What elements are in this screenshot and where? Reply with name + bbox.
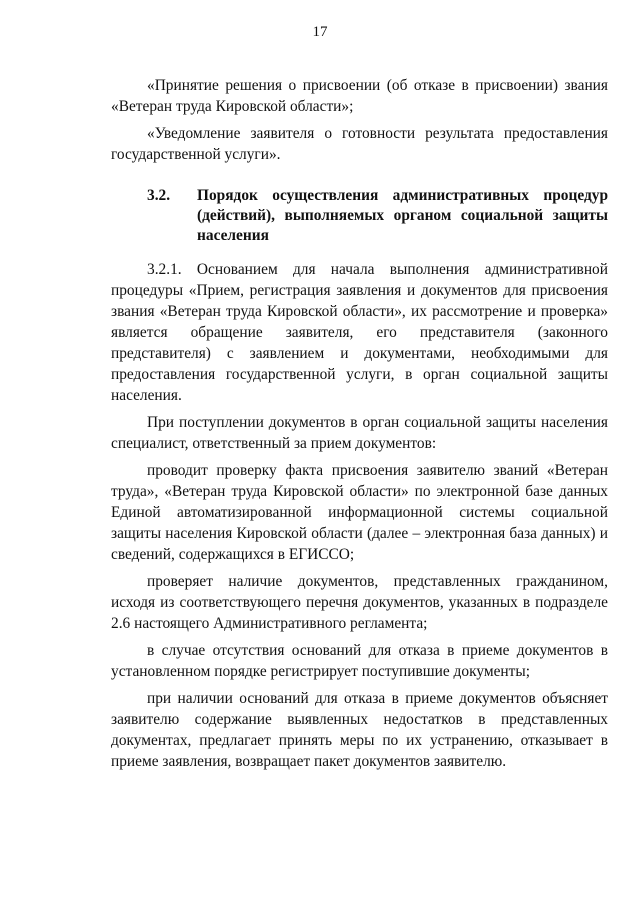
- page-number: 17: [312, 24, 328, 40]
- section-heading: [111, 186, 608, 246]
- paragraph: в случае отсутствия оснований для отказа в приеме документов в установленном порядке регистрирует поступившие документы;: [111, 642, 608, 680]
- paragraph: 3.2.1. Основанием для начала выполнения административной процедуры «Прием, регистрация заявления и документов для присвоения звания «Ветеран труда Кировской области», их рассмотрение и проверка» является обращение заявителя, его представителя (законного представителя) с заявлением и документами, необходимыми для предоставления государственной услуги, в орган социальной защиты населения.: [111, 261, 608, 404]
- paragraph: проверяет наличие документов, представленных гражданином, исходя из соответствующего перечня документов, указанных в подразделе 2.6 настоящего Административного регламента;: [111, 573, 608, 632]
- main-text: [111, 259, 608, 772]
- section-title: Порядок осуществления административных процедур (действий), выполняемых органом социальной защиты населения: [197, 187, 608, 244]
- paragraph: При поступлении документов в орган социальной защиты населения специалист, ответственный за прием документов:: [111, 414, 608, 452]
- paragraph: «Уведомление заявителя о готовности результата предоставления государственной услуги».: [111, 125, 608, 163]
- intro-text: [111, 75, 608, 165]
- paragraph: проводит проверку факта присвоения заявителю званий «Ветеран труда», «Ветеран труда Кировской области» по электронной базе данных Единой автоматизированной информационной системы социальной защиты населения Кировской области (далее – электронная база данных) и сведений, содержащихся в ЕГИССО;: [111, 462, 608, 563]
- section-number: 3.2.: [147, 187, 171, 204]
- paragraph: «Принятие решения о присвоении (об отказе в присвоении) звания «Ветеран труда Кировской области»;: [111, 77, 608, 115]
- paragraph: при наличии оснований для отказа в приеме документов объясняет заявителю содержание выявленных недостатков в представленных документах, предлагает принять меры по их устранению, отказывает в приеме заявления, возвращает пакет документов заявителю.: [111, 690, 608, 770]
